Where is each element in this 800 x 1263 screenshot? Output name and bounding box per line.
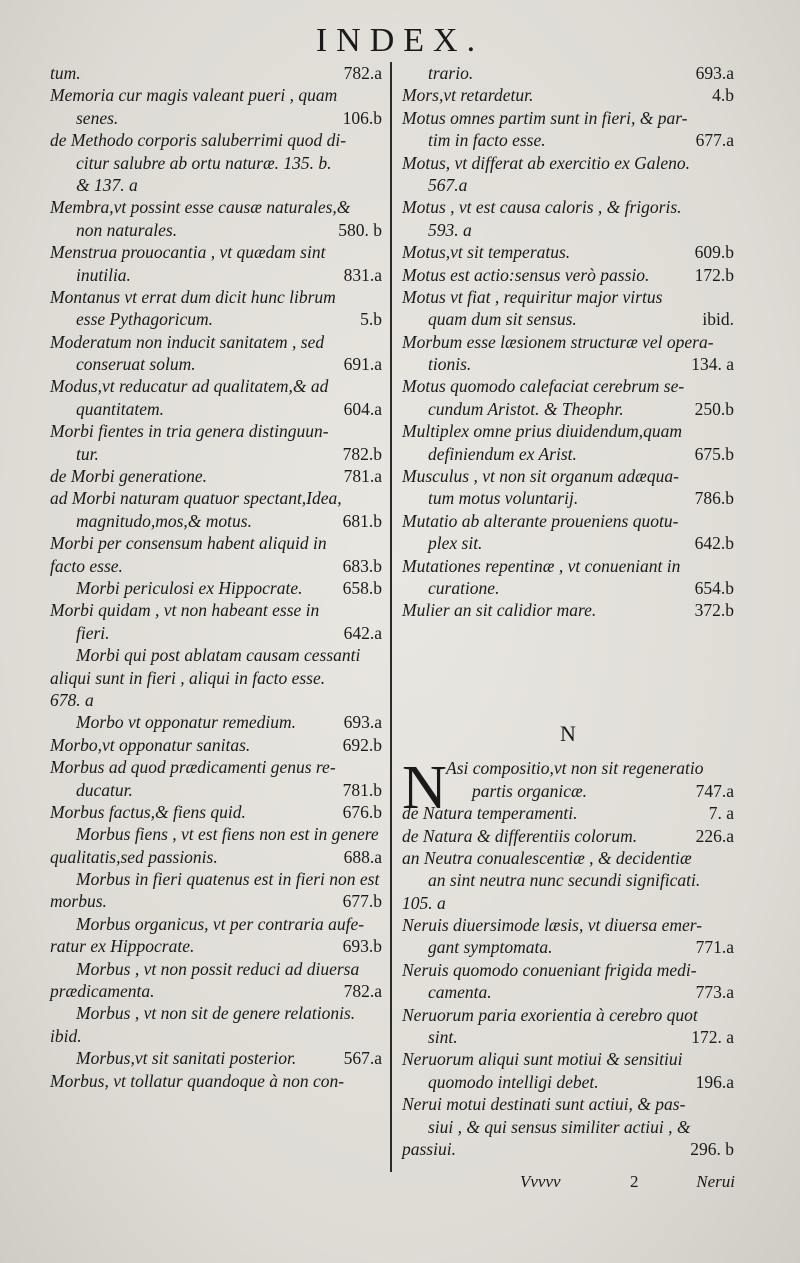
index-line: ad Morbi naturam quatuor spectant,Idea, [50, 488, 342, 509]
index-line: de Natura temperamenti. 7. a [402, 803, 734, 824]
index-line: Morbus ad quod prædicamenti genus re- [50, 757, 336, 778]
index-line: Morbi quidam , vt non habeant esse in [50, 600, 320, 621]
index-line: definiendum ex Arist. 675.b [428, 443, 734, 464]
index-line: Morbi qui post ablatam causam cessanti [76, 645, 361, 666]
index-line: Neruorum aliqui sunt motiui & sensitiui [402, 1049, 683, 1070]
index-line: Morbum esse læsionem structuræ vel opera- [402, 331, 714, 352]
index-line [50, 1137, 382, 1159]
index-line: Membra,vt possint esse causæ naturales,& [50, 197, 351, 218]
index-line: Modus,vt reducatur ad qualitatem,& ad [50, 376, 329, 397]
index-line: aliqui sunt in fieri , aliqui in facto esse. [50, 667, 326, 688]
index-line: 567.a [428, 174, 468, 195]
index-line: de Methodo corporis saluberrimi quod di- [50, 130, 347, 151]
page-footer [520, 1172, 735, 1196]
index-line: conseruat solum. 691.a [76, 354, 382, 375]
index-line: tim in facto esse. 677.a [428, 130, 734, 151]
index-line: 678. a [50, 689, 94, 710]
index-line: Motus omnes partim sunt in fieri, & par- [402, 107, 688, 128]
index-line: curatione. 654.b [428, 577, 734, 598]
index-line: Morbus , vt non sit de genere relationis. [76, 1003, 356, 1024]
index-line: inutilia. 831.a [76, 264, 382, 285]
index-line: non naturales. 580. b [76, 219, 382, 240]
index-line: facto esse. 683.b [50, 555, 382, 576]
column-rule [390, 62, 392, 1172]
index-line: Morbi per consensum habent aliquid in [50, 533, 327, 554]
index-line: Neruis quomodo conueniant frigida medi- [402, 959, 697, 980]
index-line: 105. a [402, 892, 446, 913]
index-line: Montanus vt errat dum dicit hunc librum [50, 286, 336, 307]
index-line: quantitatem. 604.a [76, 398, 382, 419]
page-header: INDEX. [315, 22, 485, 59]
index-line: trario. 693.a [428, 63, 734, 83]
index-line: fieri. 642.a [76, 622, 382, 643]
index-line: Motus , vt est causa caloris , & frigoris. [402, 197, 682, 218]
index-line: partis organicæ. 747.a [472, 780, 734, 801]
index-line: Motus,vt sit temperatus. 609.b [402, 242, 734, 263]
index-line: Neruis diuersimode læsis, vt diuersa emer- [402, 915, 703, 936]
index-line: Neruorum paria exorientia à cerebro quot [402, 1004, 698, 1025]
index-line: de Morbi generatione. 781.a [50, 466, 382, 487]
index-line: de Natura & differentiis colorum. 226.a [402, 825, 734, 846]
index-line [50, 1114, 382, 1136]
index-line [402, 644, 734, 666]
index-line: Morbi periculosi ex Hippocrate. 658.b [76, 577, 382, 598]
index-line: sint. 172. a [428, 1027, 734, 1048]
index-line: Morbus organicus, vt per contraria aufe- [76, 913, 365, 934]
index-line: Motus, vt differat ab exercitio ex Galeno. [402, 152, 691, 173]
signature-mark: Vvvvv [520, 1172, 561, 1191]
index-line [402, 689, 734, 711]
index-line [402, 622, 734, 644]
index-line [50, 1092, 382, 1114]
index-line: Morbus , vt non possit reduci ad diuersa [76, 958, 360, 979]
index-line: Mulier an sit calidior mare. 372.b [402, 600, 734, 621]
index-line: qualitatis,sed passionis. 688.a [50, 846, 382, 867]
index-line: Morbi fientes in tria genera distinguun- [50, 421, 329, 442]
index-line: an Neutra conualescentiæ , & decidentiæ [402, 847, 692, 868]
index-line: Asi compositio,vt non sit regeneratio [446, 758, 704, 779]
index-line: magnitudo,mos,& motus. 681.b [76, 510, 382, 531]
index-line: Mors,vt retardetur. 4.b [402, 85, 734, 106]
signature-number: 2 [630, 1172, 639, 1191]
index-line: cundum Aristot. & Theophr. 250.b [428, 398, 734, 419]
index-line: morbus. 677.b [50, 891, 382, 912]
index-line: Morbus, vt tollatur quandoque à non con- [50, 1070, 345, 1091]
index-line: senes. 106.b [76, 107, 382, 128]
index-line: prædicamenta. 782.a [50, 981, 382, 1002]
left-column [50, 62, 382, 1159]
index-line: 593. a [428, 219, 472, 240]
index-line: Morbus fiens , vt est fiens non est in genere [76, 824, 379, 845]
index-line: Memoria cur magis valeant pueri , quam [50, 85, 338, 106]
index-line: esse Pythagoricum. 5.b [76, 309, 382, 330]
index-line: tum motus voluntarij. 786.b [428, 488, 734, 509]
index-line: ibid. [50, 1025, 82, 1046]
index-line: Morbus in fieri quatenus est in fieri non est [76, 869, 380, 890]
index-line: Nerui motui destinati sunt actiui, & pas- [402, 1094, 686, 1115]
index-line: siui , & qui sensus similiter actiui , & [428, 1116, 691, 1137]
index-line: Menstrua prouocantia , vt quædam sint [50, 242, 326, 263]
drop-cap: N [402, 754, 447, 823]
index-line: Morbo,vt opponatur sanitas. 692.b [50, 734, 382, 755]
index-line: tur. 782.b [76, 443, 382, 464]
index-line: citur salubre ab ortu naturæ. 135. b. [76, 152, 332, 173]
index-line: ducatur. 781.b [76, 779, 382, 800]
index-line: quomodo intelligi debet. 196.a [428, 1071, 734, 1092]
index-line: tionis. 134. a [428, 354, 734, 375]
index-line: gant symptomata. 771.a [428, 937, 734, 958]
index-line: ratur ex Hippocrate. 693.b [50, 936, 382, 957]
index-line: quam dum sit sensus. ibid. [428, 309, 734, 330]
index-line: Moderatum non inducit sanitatem , sed [50, 331, 325, 352]
index-line: Motus vt fiat , requiritur major virtus [402, 286, 663, 307]
index-line: Motus quomodo calefaciat cerebrum se- [402, 376, 685, 397]
index-line: Mutatio ab alterante proueniens quotu- [402, 510, 679, 531]
section-n-block [402, 754, 734, 1182]
catchword: Nerui [696, 1172, 735, 1191]
index-line: camenta. 773.a [428, 982, 734, 1003]
index-line: passiui. 296. b [402, 1138, 734, 1159]
index-line: Morbus factus,& fiens quid. 676.b [50, 801, 382, 822]
index-line: Morbus,vt sit sanitati posterior. 567.a [76, 1048, 382, 1069]
index-line: Musculus , vt non sit organum adæqua- [402, 466, 679, 487]
index-line: an sint neutra nunc secundi significati. [428, 870, 701, 891]
index-line: Morbo vt opponatur remedium. 693.a [76, 712, 382, 733]
index-line [402, 667, 734, 689]
index-line: tum. 782.a [50, 63, 382, 83]
index-line: Motus est actio:sensus verò passio. 172.b [402, 264, 734, 285]
right-column [402, 62, 734, 1183]
index-line: plex sit. 642.b [428, 533, 734, 554]
index-line: Mutationes repentinæ , vt conueniant in [402, 555, 681, 576]
index-line: & 137. a [76, 174, 138, 195]
index-line: Multiplex omne prius diuidendum,quam [402, 421, 682, 442]
section-letter-n: N [560, 721, 576, 747]
